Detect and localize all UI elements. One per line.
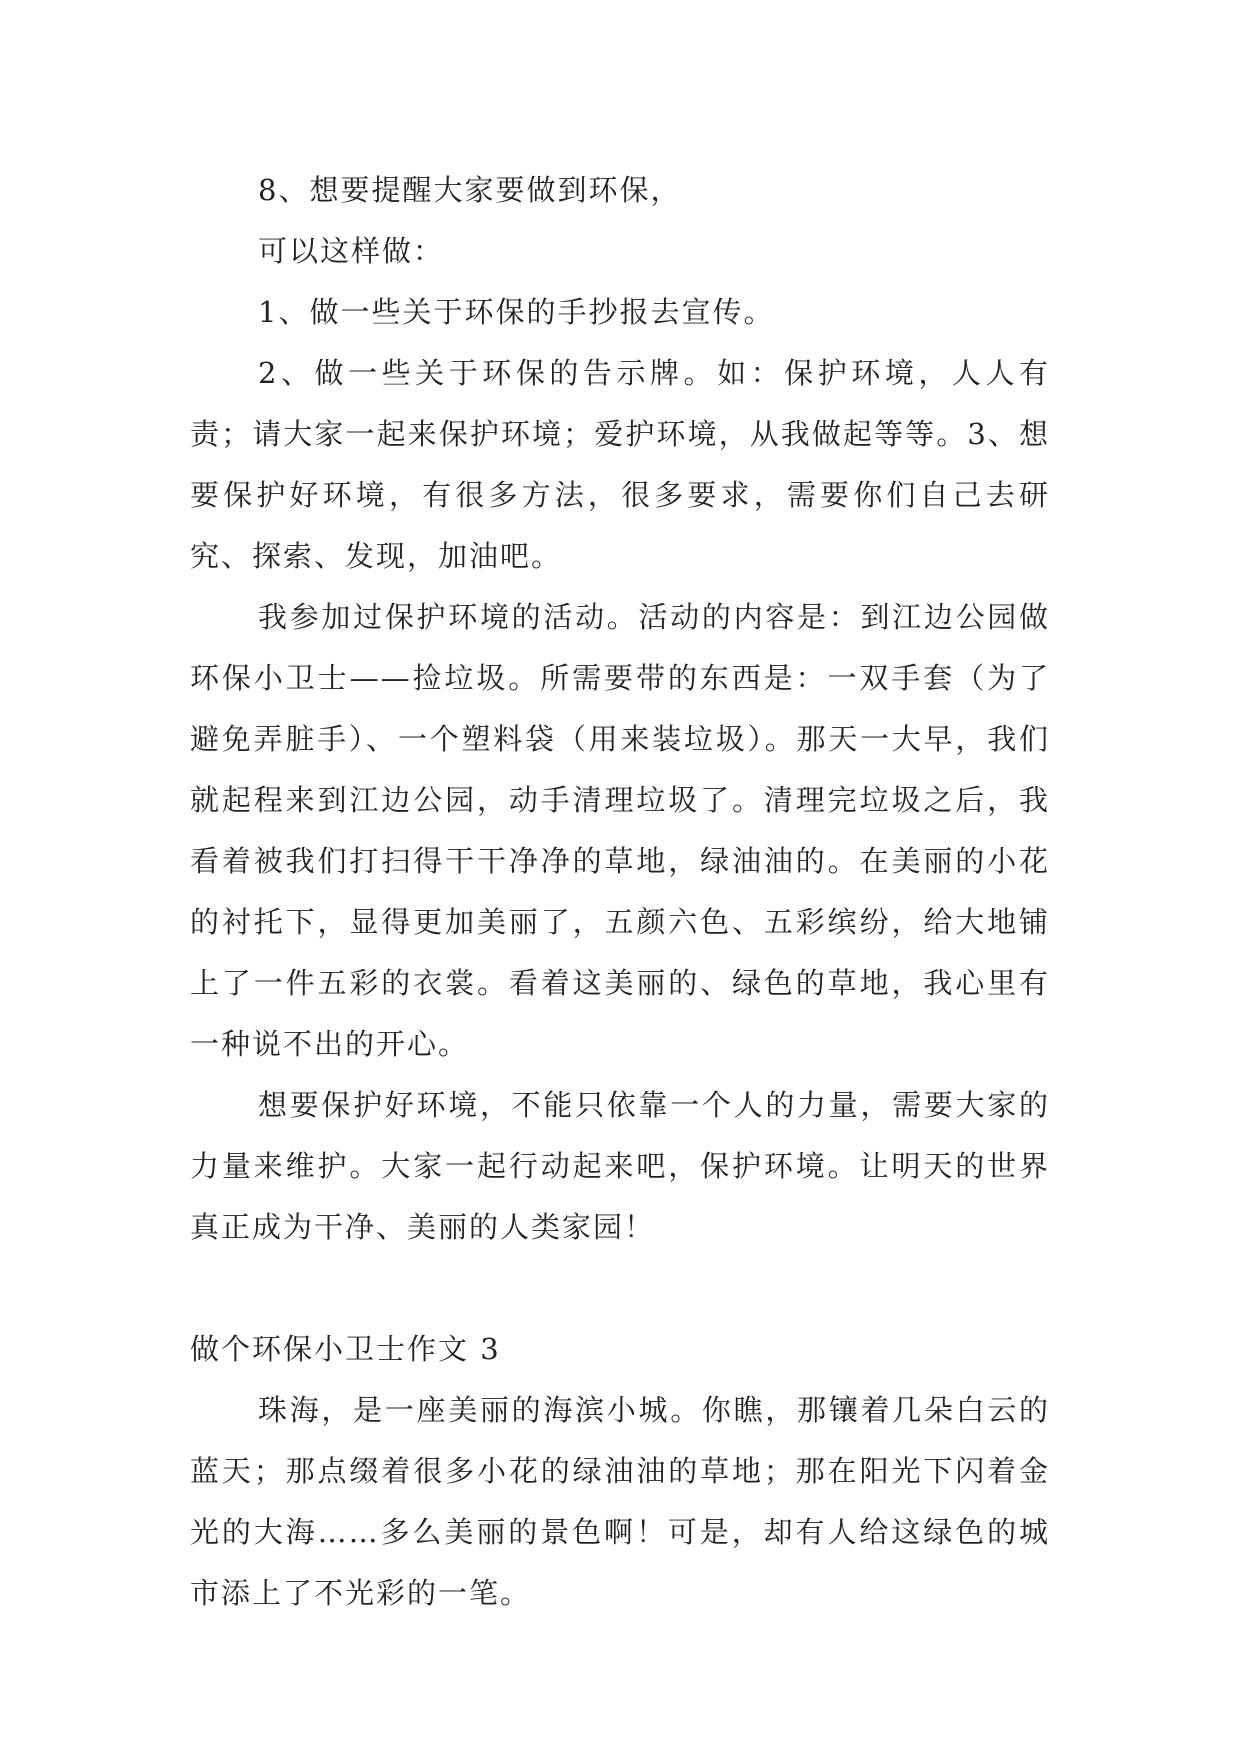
paragraph-zhuhai: 珠海，是一座美丽的海滨小城。你瞧，那镶着几朵白云的蓝天；那点缀着很多小花的绿油油的草地；那在阳光下闪着金光的大海……多么美丽的景色啊！可是，却有人给这绿色的城市添上了不光彩的一笔。 — [190, 1393, 1050, 1610]
paragraph-step-2: 2、做一些关于环保的告示牌。如：保护环境，人人有责；请大家一起来保护环境；爱护环境，从我做起等等。3、想要保护好环境，有很多方法，很多要求，需要你们自己去研究、探索、发现，加油吧。 — [190, 356, 1050, 573]
paragraph-conclusion: 想要保护好环境，不能只依靠一个人的力量，需要大家的力量来维护。大家一起行动起来吧，保护环境。让明天的世界真正成为干净、美丽的人类家园！ — [190, 1088, 1050, 1244]
paragraph-activity: 我参加过保护环境的活动。活动的内容是：到江边公园做环保小卫士——捡垃圾。所需要带的东西是：一双手套（为了避免弄脏手）、一个塑料袋（用来装垃圾）。那天一大早，我们就起程来到江边公园，动手清理垃圾了。清理完垃圾之后，我看着被我们打扫得干干净净的草地，绿油油的。在美丽的小花的衬托下，显得更加美丽了，五颜六色、五彩缤纷，给大地铺上了一件五彩的衣裳。看着这美丽的、绿色的草地，我心里有一种说不出的开心。 — [190, 600, 1050, 1061]
paragraph-step-1: 1、做一些关于环保的手抄报去宣传。 — [258, 295, 775, 329]
paragraph-how-to: 可以这样做： — [258, 234, 445, 268]
section-title: 做个环保小卫士作文 3 — [190, 1332, 501, 1366]
paragraph-item-8: 8、想要提醒大家要做到环保， — [258, 173, 682, 207]
document-page — [190, 160, 1050, 1624]
